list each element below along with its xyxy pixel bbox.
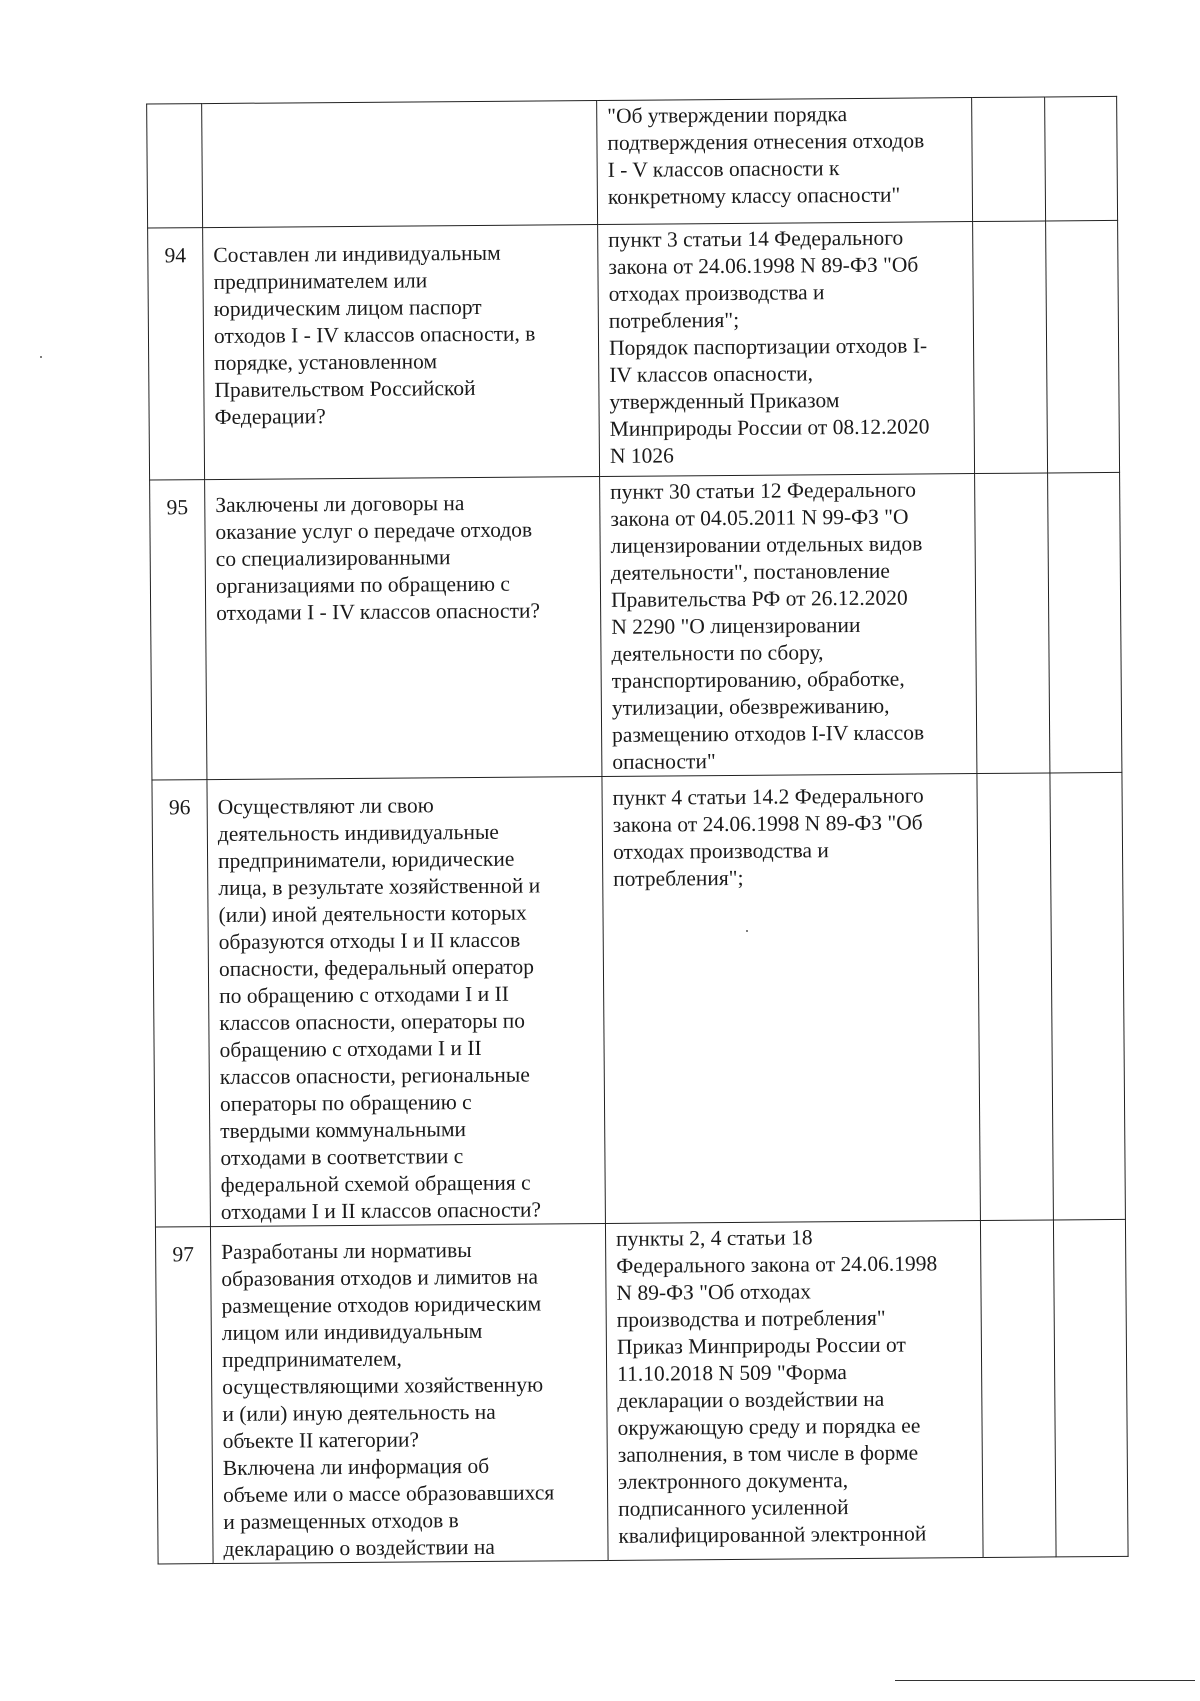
- question-cell: Разработаны ли нормативы образования отходов и лимитов на размещение отходов юридическим лицом или индивидуальным предпринимателем, осуществляющими хозяйственную и (или) иную деятельность на объекте II категории? Включена ли информация об объеме или о массе образовавшихся и размещенных отходов в декларацию о воздействии на: [210, 1223, 608, 1563]
- empty-cell: [980, 1220, 1056, 1558]
- empty-cell: [973, 221, 1048, 474]
- empty-cell: [1046, 220, 1120, 473]
- empty-cell: [1053, 1219, 1128, 1557]
- legal-basis-cell: пункт 30 статьи 12 Федерального закона от 04.05.2011 N 99-ФЗ "О лицензировании отдельных видов деятельности", постановление Правительства РФ от 26.12.2020 N 2290 "О лицензировании деятельности по сбору, транспортированию, обработке, утилизации, обезвреживанию, размещению отходов I-IV классов опасности": [600, 474, 977, 777]
- row-number: 94: [148, 228, 205, 480]
- table-row: [148, 220, 1120, 480]
- scan-speck: [40, 356, 42, 358]
- row-number: [147, 104, 203, 228]
- table-row: [152, 772, 1125, 1227]
- row-number: 96: [152, 780, 211, 1227]
- empty-cell: [1050, 772, 1126, 1220]
- table-row: [155, 1219, 1128, 1564]
- legal-basis-cell: пункт 3 статьи 14 Федерального закона от 24.06.1998 N 89-ФЗ "Об отходах производства и потребления"; Порядок паспортизации отходов I- IV классов опасности, утвержденный Приказом Минприроды России от 08.12.2020 N 1026: [598, 222, 975, 477]
- question-cell: [202, 101, 598, 228]
- row-number: 97: [155, 1227, 213, 1564]
- checklist-table: [146, 96, 1128, 1565]
- empty-cell: [1048, 472, 1122, 773]
- row-number: 95: [150, 480, 207, 780]
- empty-cell: [975, 473, 1050, 774]
- table-row: [147, 96, 1118, 228]
- question-cell: Составлен ли индивидуальным предпринимателем или юридическим лицом паспорт отходов I - IV классов опасности, в порядке, установленном Правительством Российской Федерации?: [203, 224, 600, 479]
- legal-basis-cell: пункты 2, 4 статьи 18 Федерального закона от 24.06.1998 N 89-ФЗ "Об отходах производства и потребления" Приказ Минприроды России от 11.10.2018 N 509 "Форма декларации о воздействии на окружающую среду и порядка ее заполнения, в том числе в форме электронного документа, подписанного усиленной квалифицированной электронной: [605, 1221, 983, 1561]
- legal-basis-cell: пункт 4 статьи 14.2 Федерального закона от 24.06.1998 N 89-ФЗ "Об отходах производства и потребления";: [602, 774, 980, 1224]
- table-row: [150, 472, 1122, 780]
- scan-speck: [746, 930, 748, 932]
- legal-basis-cell: "Об утверждении порядка подтверждения отнесения отходов I - V классов опасности к конкретному классу опасности": [597, 98, 973, 225]
- empty-cell: [972, 97, 1046, 222]
- footer-line: [895, 1680, 1195, 1681]
- empty-cell: [1045, 96, 1118, 221]
- question-cell: Осуществляют ли свою деятельность индивидуальные предприниматели, юридические лица, в результате хозяйственной и (или) иной деятельности которых образуются отходы I и II классов опасности, федеральный оператор по обращению с отходами I и II классов опасности, операторы по обращению с отходами I и II классов опасности, региональные операторы по обращению с твердыми коммунальными отходами в соответствии с федеральной схемой обращения с отходами I и II классов опасности?: [207, 776, 605, 1226]
- empty-cell: [977, 773, 1054, 1221]
- question-cell: Заключены ли договоры на оказание услуг о передаче отходов со специализированными организациями по обращению с отходами I - IV классов опасности?: [205, 476, 602, 779]
